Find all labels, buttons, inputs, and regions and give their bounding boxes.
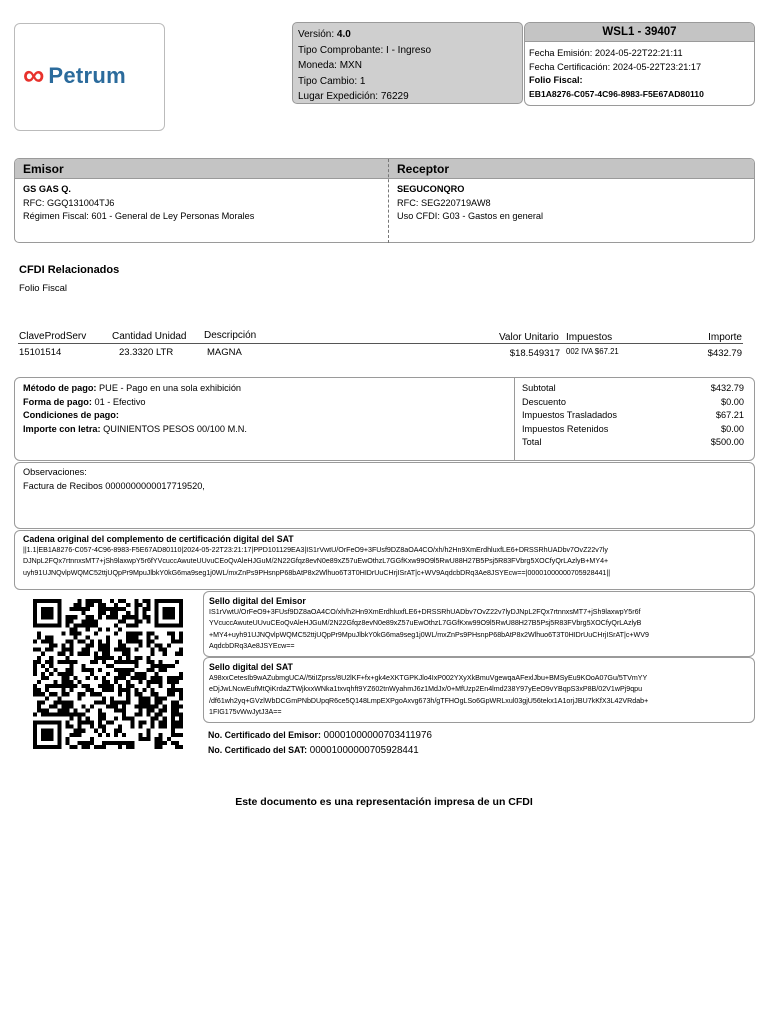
emisor-receptor-divider bbox=[388, 159, 389, 243]
version-label: Versión: bbox=[298, 29, 335, 40]
totales-retenidos: Impuestos Retenidos $0.00 bbox=[522, 423, 744, 434]
emisor-receptor-header bbox=[15, 159, 754, 179]
col-cantidad: Cantidad Unidad bbox=[112, 331, 187, 342]
conceptos-table bbox=[18, 330, 743, 360]
sello-emisor-line-3: +MY4+uyh91UJNQvlpWQMC52ttjUQpPr9MpuJlbkY0kG6ma9seg1j0WL/mxZnPs9PHsnpP68bAtP8x2Wlhuo6T3T0HIDrUuCHrjISrAT|c+WV9 bbox=[209, 630, 649, 639]
cadena-line-2: DJNpL2FQx7rtnnxsMT7+jSh9laxwpY5r6fYVcuccAwuteUUvuCEoQvAleHJGuM/2N22Gfqz8evN0e89xZ57uEwOthzL7GGfKxw99O9l5RwU88H27B5Psj5R83FVbrg5XOCfyQrLAzlyB+MY4+ bbox=[23, 557, 609, 566]
cadena-title: Cadena original del complemento de certificación digital del SAT bbox=[23, 534, 294, 544]
cfdi-relacionados-title: CFDI Relacionados bbox=[19, 264, 120, 276]
metodo-pago: Método de pago: PUE - Pago en una sola exhibición bbox=[23, 383, 242, 393]
tipo-comprobante: Tipo Comprobante: I - Ingreso bbox=[298, 44, 432, 56]
emisor-rfc: RFC: GGQ131004TJ6 bbox=[23, 197, 115, 208]
col-clave: ClaveProdServ bbox=[19, 331, 87, 342]
emisor-regimen: Régimen Fiscal: 601 - General de Ley Personas Morales bbox=[23, 211, 255, 221]
lugar-expedicion: Lugar Expedición: 76229 bbox=[298, 91, 409, 102]
folio-box-title: WSL1 - 39407 bbox=[525, 23, 754, 42]
forma-pago: Forma de pago: 01 - Efectivo bbox=[23, 396, 146, 407]
folio-fiscal-label: Folio Fiscal: bbox=[529, 75, 583, 85]
petrum-logo bbox=[23, 59, 126, 92]
row-importe: $432.79 bbox=[707, 348, 742, 359]
sello-emisor-title: Sello digital del Emisor bbox=[209, 596, 306, 606]
sello-emisor-line-1: IS1rVwtU/OrFeO9+3FUsf9DZ8aOA4CO/xh/h2Hn9XmErdhluxfLE6+DRSSRhUADbv7OvZ22v7lyDJNpL2FQx7rtnnxsMT7+jSh9laxwpY5r6f bbox=[209, 608, 641, 616]
row-clave: 15101514 bbox=[19, 347, 62, 358]
fecha-certificacion: Fecha Certificación: 2024-05-22T23:21:17 bbox=[529, 61, 702, 72]
totales-trasladados: Impuestos Trasladados $67.21 bbox=[522, 410, 744, 420]
certificado-sat: No. Certificado del SAT: 00001000000705928441 bbox=[208, 745, 419, 756]
row-impuestos: 002 IVA $67.21 bbox=[566, 347, 619, 356]
sello-sat-title: Sello digital del SAT bbox=[209, 662, 293, 672]
tipo-cambio: Tipo Cambio: 1 bbox=[298, 75, 366, 87]
observaciones-text: Factura de Recibos 0000000000017719520, bbox=[23, 480, 205, 491]
conceptos-header bbox=[18, 330, 743, 344]
sello-emisor-line-4: AqdcbDRq3Ae8JSYEcw== bbox=[209, 642, 295, 651]
version-value: 4.0 bbox=[336, 29, 351, 40]
folio-box bbox=[524, 22, 755, 106]
sello-sat-line-3: /df61wh2yq+GVzlWbDCGmPNbDUpqR6ce5Q148LmpEXPgoAxvg673h/gTFHOgLSo6GpWRLxul03gjU56tekx1A1orjJBU7kKfX3L42VRdab+ bbox=[209, 696, 649, 705]
col-valor-unitario: Valor Unitario bbox=[499, 332, 559, 343]
receptor-rfc: RFC: SEG220719AW8 bbox=[397, 197, 491, 208]
table-row bbox=[18, 346, 743, 360]
qr-code-icon bbox=[33, 598, 183, 750]
totales-subtotal: Subtotal $432.79 bbox=[522, 383, 744, 393]
cfdi-relacionados-folio-label: Folio Fiscal bbox=[19, 283, 68, 294]
certificado-emisor: No. Certificado del Emisor: 00001000000703411976 bbox=[208, 730, 432, 741]
cadena-original-box bbox=[14, 530, 755, 590]
totales-divider bbox=[514, 378, 515, 461]
emisor-receptor-box bbox=[14, 158, 755, 243]
footer-text: Este documento es una representación impresa de un CFDI bbox=[235, 796, 533, 808]
cadena-line-3: uyh91UJNQvlpWQMC52ttjUQpPr9MpuJlbkY0kG6ma9seg1j0WL/mxZnPs9PHsnpP68bAtP8x2Wlhuo6T3T0HIDrUuCHrjISrAT|c+WV9AqdcbDRq3Ae8JSYEcw==|00001000000705928441|| bbox=[23, 568, 611, 577]
sello-sat-line-2: eDjJwLNcwEufMtQiKrdaZTWjkxxWNka1txvqhft9YZ602tnWyahmJ6z1MdJx/0+MfUzp2En4lmd238Y97yEeO9vYBqpS3xP8B/02V1wPj9qpu bbox=[209, 685, 643, 694]
observaciones-box bbox=[14, 462, 755, 529]
fecha-emision: Fecha Emisión: 2024-05-22T22:21:11 bbox=[529, 48, 683, 58]
sello-emisor-line-2: YVcuccAwuteUUvuCEoQvAleHJGuM/2N22Gfqz8evN0e89xZ57uEwOthzL7GGfKxw99O9l5RwU88H27B5Psj5R83FVbrg5XOCfyQrLAzlyB bbox=[209, 619, 642, 628]
totales-list bbox=[522, 382, 744, 450]
version-line bbox=[298, 27, 431, 43]
observaciones-label: Observaciones: bbox=[23, 467, 87, 477]
row-descripcion: MAGNA bbox=[207, 347, 242, 358]
row-valor-unitario: $18.549317 bbox=[509, 348, 560, 359]
folio-fiscal-value: EB1A8276-C057-4C96-8983-F5E67AD80110 bbox=[529, 88, 704, 99]
col-impuestos: Impuestos bbox=[566, 332, 613, 343]
sello-sat-box bbox=[203, 657, 755, 723]
totales-total: Total $500.00 bbox=[522, 437, 744, 447]
totales-descuento: Descuento $0.00 bbox=[522, 396, 744, 407]
logo-box bbox=[14, 23, 165, 131]
infinity-logo-icon: ∞ bbox=[23, 59, 45, 92]
col-descripcion: Descripción bbox=[204, 330, 257, 341]
condiciones-pago: Condiciones de pago: bbox=[23, 410, 119, 420]
sello-sat-line-4: 1FIG175vWwJytJ3A== bbox=[209, 708, 282, 717]
logo-name: Petrum bbox=[48, 63, 126, 88]
receptor-nombre: SEGUCONQRO bbox=[397, 184, 465, 194]
col-importe: Importe bbox=[708, 332, 742, 343]
receptor-header: Receptor bbox=[397, 162, 450, 176]
receptor-uso-cfdi: Uso CFDI: G03 - Gastos en general bbox=[397, 211, 544, 221]
row-cantidad: 23.3320 LTR bbox=[119, 347, 174, 358]
qr-code bbox=[33, 598, 183, 750]
sello-emisor-box bbox=[203, 591, 755, 657]
cadena-line-1: ||1.1|EB1A8276-C057-4C96-8983-F5E67AD80110|2024-05-22T23:21:17|PPD101129EA3|IS1rVwtU/OrFeO9+3FUsf9DZ8aOA4CO/xh/h2Hn9XmErdhluxfLE6+DRSSRhUADbv7OvZ22v7ly bbox=[23, 546, 608, 554]
emisor-header: Emisor bbox=[23, 162, 64, 176]
importe-letra: Importe con letra: QUINIENTOS PESOS 00/100 M.N. bbox=[23, 423, 247, 434]
sello-sat-line-1: A98xxCetesIb9wAZubmgUCA//5tiIZprss/8U2lKF+fx+gk4eXKTGPKJlo4IxP002YXyXkBmuVgewqaAFexlJbu+BMSyEu9KOoA07Gu/5TVmYY bbox=[209, 674, 648, 682]
pago-totales-box bbox=[14, 377, 755, 461]
emisor-nombre: GS GAS Q. bbox=[23, 184, 71, 194]
comprobante-box bbox=[292, 22, 523, 104]
moneda: Moneda: MXN bbox=[298, 60, 362, 71]
